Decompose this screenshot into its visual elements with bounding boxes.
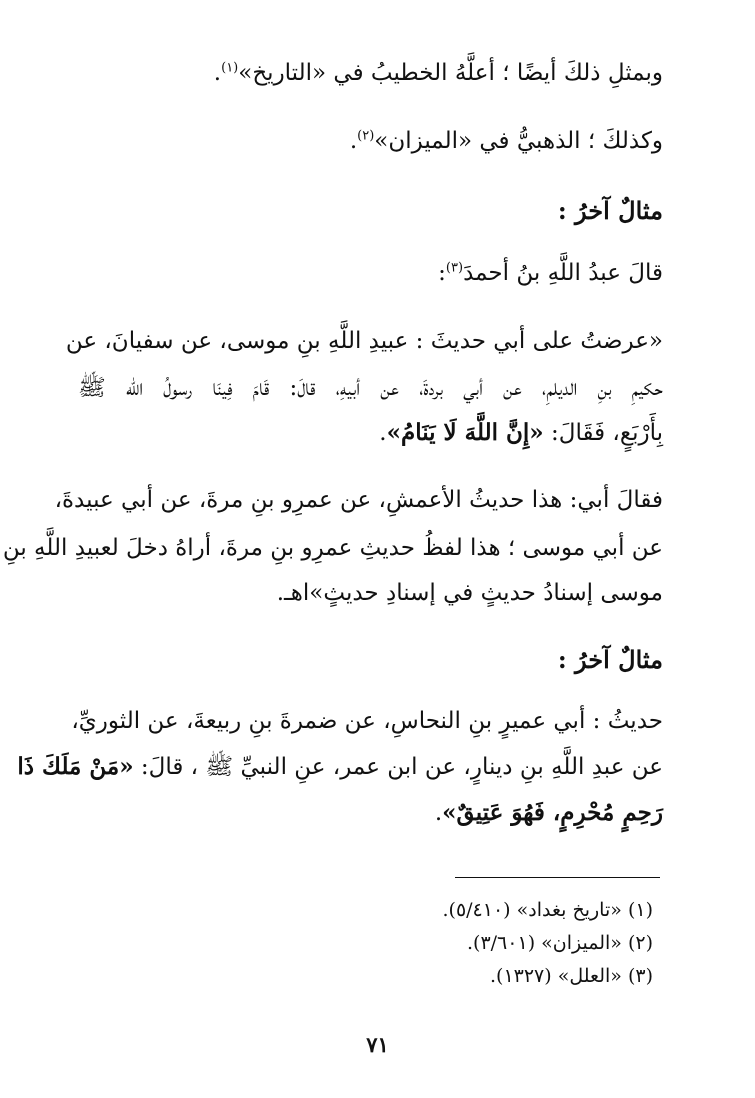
- paragraph-line: موسى إسنادُ حديثٍ في إسنادِ حديثٍ»اهـ.: [276, 580, 663, 606]
- paragraph-end: .: [213, 60, 222, 86]
- section-heading: مثالٌ آخرُ :: [557, 645, 663, 674]
- hadith-text: «إِنَّ اللَّهَ لَا يَنَامُ»: [386, 419, 544, 446]
- paragraph-line: [17, 752, 663, 782]
- footnote-separator: [455, 877, 660, 878]
- paragraph-text: وكذلكَ ؛ الذهبيُّ في «الميزان»: [374, 128, 663, 154]
- paragraph-text: وبمثلِ ذلكَ أيضًا ؛ أعلَّهُ الخطيبُ في «التاريخ»: [238, 60, 663, 86]
- paragraph-line: حديثُ : أبي عميرٍ بنِ النحاسِ، عن ضمرةَ بنِ ربيعةَ، عن الثوريِّ،: [71, 708, 663, 734]
- footnote: [153, 930, 653, 956]
- footnote-ref: (٣): [445, 260, 464, 276]
- paragraph-line: عن أبي موسى ؛ هذا لفظُ حديثِ عمرِو بنِ مرةَ، أراهُ دخلَ لعبيدِ اللَّهِ بنِ: [2, 535, 663, 561]
- footnote-text: «العلل» (١٣٢٧).: [489, 965, 622, 987]
- paragraph-end: .: [349, 128, 358, 154]
- page-number: ٧١: [366, 1032, 389, 1057]
- paragraph-text: قالَ عبدُ اللَّهِ بنُ أحمدَ: [463, 260, 663, 286]
- footnote-text: «تاريخ بغداد» (٥/٤١٠).: [442, 899, 622, 921]
- paragraph-dhahabi: [78, 126, 663, 156]
- footnote-number: (١): [627, 899, 653, 921]
- footnote-ref: (٢): [357, 128, 375, 144]
- quote-line: «عرضتُ على أبي حديثَ : عبيدِ اللَّهِ بنِ موسى، عن سفيانَ، عن: [65, 328, 663, 354]
- paragraph-abdullah: [78, 258, 663, 288]
- paragraph-end: :: [438, 260, 446, 286]
- paragraph-khatib: [78, 58, 663, 88]
- paragraph-text: عن عبدِ اللَّهِ بنِ دينارٍ، عن ابن عمر، عنِ النبيِّ ﷺ ، قالَ:: [133, 754, 663, 780]
- footnote-text: «الميزان» (٣/٦٠١).: [467, 932, 622, 954]
- footnote-number: (٢): [627, 932, 653, 954]
- footnote-number: (٣): [627, 965, 653, 987]
- footnote-ref: (١): [221, 60, 239, 76]
- section-heading: مثالٌ آخرُ :: [557, 196, 663, 225]
- hadith-text: رَحِمٍ مُحْرِمٍ، فَهُوَ عَتِيقٌ»: [442, 799, 663, 826]
- quote-line: حكيمِ بنِ الديلمِ، عن أبي بردةَ، عن أبيهِ، قالَ: قَامَ فِينَا رسولُ الله ﷺ: [78, 375, 663, 401]
- paragraph-end: .: [434, 800, 443, 826]
- hadith-text: «مَنْ مَلَكَ ذَا: [17, 753, 134, 780]
- quote-end: .: [379, 420, 387, 446]
- paragraph-line: فقالَ أبي: هذا حديثُ الأعمشِ، عن عمرِو بنِ مرةَ، عن أبي عبيدةَ،: [54, 487, 663, 513]
- footnote: [153, 963, 653, 989]
- quote-line: [78, 418, 663, 448]
- quote-text: بِأَرْبَعٍ، فَقَالَ:: [543, 420, 663, 446]
- paragraph-line: [78, 798, 663, 828]
- footnote: [153, 897, 653, 923]
